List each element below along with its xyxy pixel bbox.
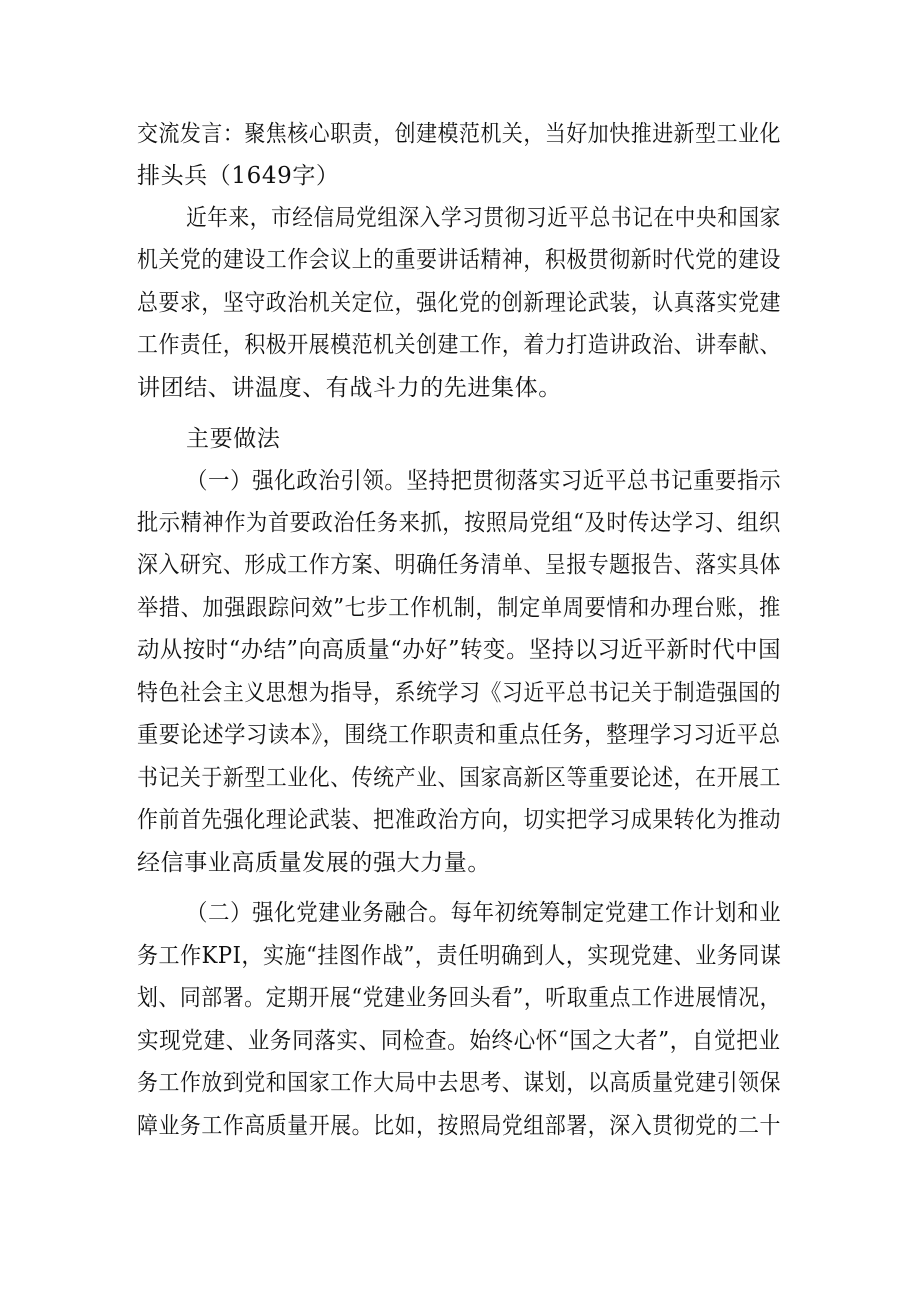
body-text-line: 机关党的建设工作会议上的重要讲话精神，积极贯彻新时代党的建设 xyxy=(137,247,781,273)
section-heading: 主要做法 xyxy=(186,426,281,452)
body-text-line: 实现党建、业务同落实、同检查。始终心怀“国之大者”，自觉把业 xyxy=(137,1028,781,1054)
body-text-line: 经信事业高质量发展的强大力量。 xyxy=(137,850,491,876)
body-text-line: （一）强化政治引领。坚持把贯彻落实习近平总书记重要指示 xyxy=(186,468,782,494)
body-text-line: 总要求，坚守政治机关定位，强化党的创新理论武装，认真落实党建 xyxy=(137,290,781,316)
body-text-line: 重要论述学习读本》，围绕工作职责和重点任务，整理学习习近平总 xyxy=(137,722,781,748)
title-line: 排头兵（1649字） xyxy=(137,163,340,189)
body-text-line: 特色社会主义思想为指导，系统学习《习近平总书记关于制造强国的 xyxy=(137,680,781,706)
body-text-line: 工作责任，积极开展模范机关创建工作，着力打造讲政治、讲奉献、 xyxy=(137,332,781,358)
body-text-line: 动从按时“办结”向高质量“办好”转变。坚持以习近平新时代中国 xyxy=(137,637,782,663)
body-text-line: 举措、加强跟踪问效”七步工作机制，制定单周要情和办理台账，推 xyxy=(137,595,781,621)
body-text-line: 务工作放到党和国家工作大局中去思考、谋划，以高质量党建引领保 xyxy=(137,1070,781,1096)
body-text-line: 书记关于新型工业化、传统产业、国家高新区等重要论述，在开展工 xyxy=(137,765,781,791)
body-text-line: 障业务工作高质量开展。比如，按照局党组部署，深入贯彻党的二十 xyxy=(137,1113,781,1139)
body-text-line: 划、同部署。定期开展“党建业务回头看”，听取重点工作进展情况， xyxy=(137,985,782,1011)
title-line: 交流发言：聚焦核心职责，创建模范机关，当好加快推进新型工业化 xyxy=(137,121,781,147)
body-text-line: 近年来，市经信局党组深入学习贯彻习近平总书记在中央和国家 xyxy=(186,205,781,231)
body-text-line: 务工作KPI，实施“挂图作战”，责任明确到人，实现党建、业务同谋 xyxy=(137,943,782,969)
body-text-line: 作前首先强化理论武装、把准政治方向，切实把学习成果转化为推动 xyxy=(137,807,781,833)
body-text-line: 讲团结、讲温度、有战斗力的先进集体。 xyxy=(137,375,562,401)
body-text-line: （二）强化党建业务融合。每年初统筹制定党建工作计划和业 xyxy=(186,900,782,926)
body-text-line: 批示精神作为首要政治任务来抓，按照局党组“及时传达学习、组织 xyxy=(137,510,781,536)
body-text-line: 深入研究、形成工作方案、明确任务清单、呈报专题报告、落实具体 xyxy=(137,552,781,578)
